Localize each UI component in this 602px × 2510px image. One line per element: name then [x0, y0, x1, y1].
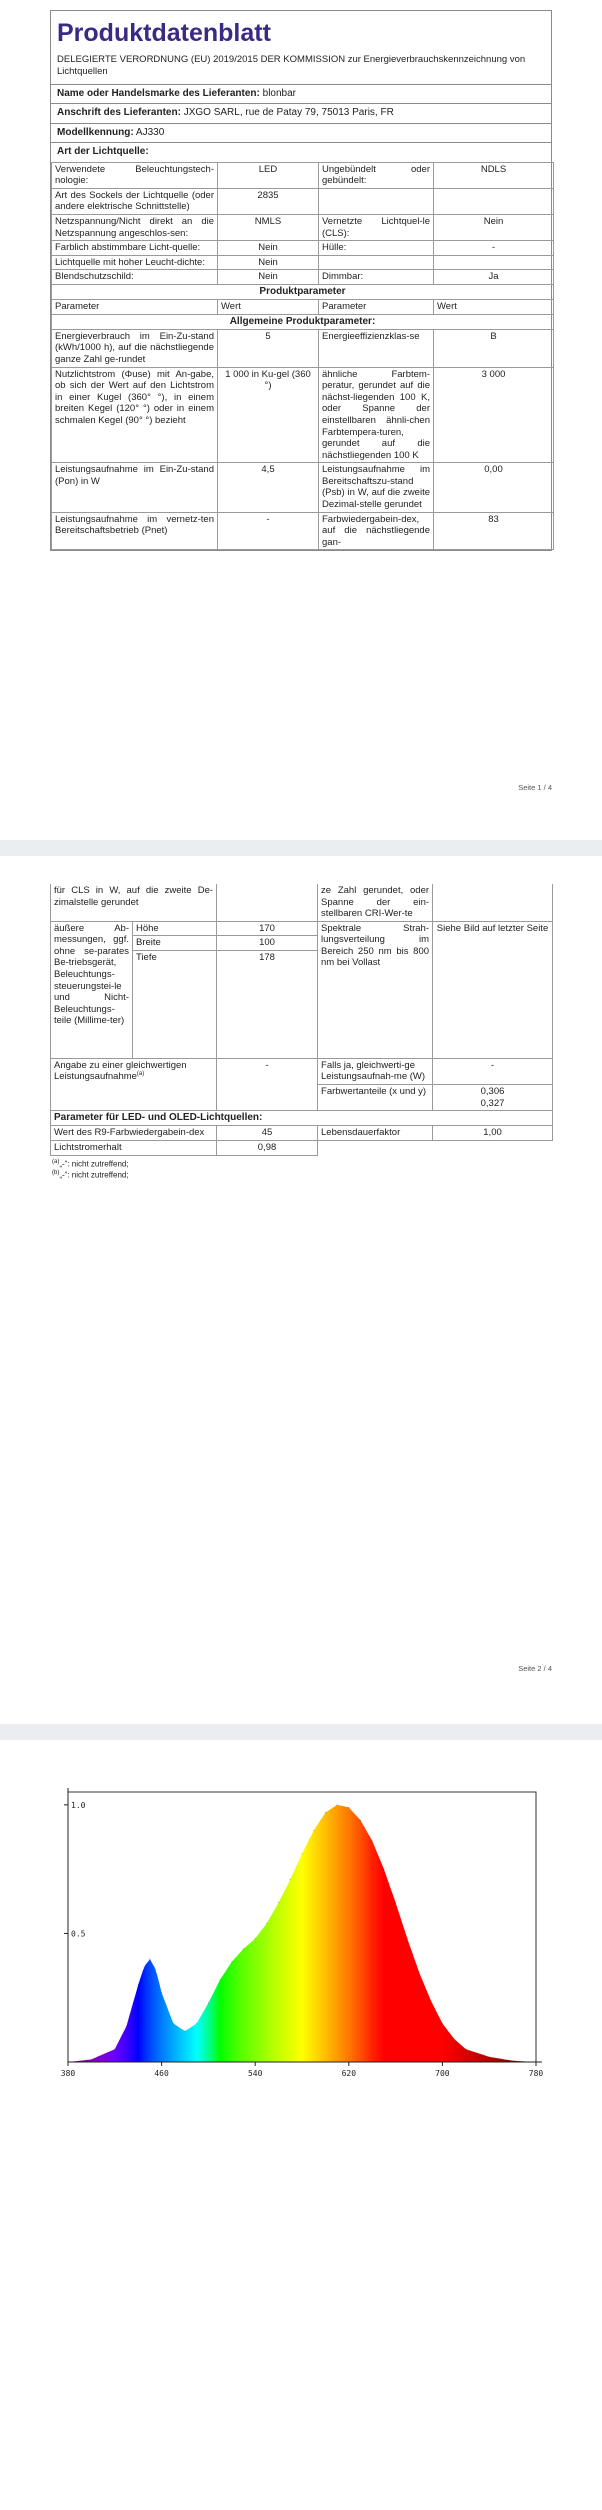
- general-param-label: Leistungsaufnahme im vernetz-ten Bereitschaftsbetrieb (Pnet): [52, 512, 218, 550]
- general-param-label-right: Energieeffizienzklas-se: [319, 329, 434, 367]
- spec-table-page-2: [50, 884, 553, 1156]
- led-params-title: Parameter für LED- und OLED-Lichtquellen:: [51, 1111, 553, 1126]
- empty-cell: [217, 884, 318, 921]
- empty-cell: [433, 1140, 553, 1155]
- footnote-b: $^{(b)}$„-“: nicht zutreffend;: [52, 1170, 129, 1181]
- spectrum-point: [243, 1948, 244, 1949]
- type-param-label-right: Vernetzte Lichtquel-le (CLS):: [319, 215, 434, 241]
- dim-value-depth: 178: [217, 950, 318, 1058]
- spectrum-point: [512, 2060, 513, 2061]
- spectrum-point: [138, 1984, 139, 1985]
- y-tick-label: 1.0: [71, 1800, 86, 1810]
- r9-label: Wert des R9-Farbwiedergabein-dex: [51, 1126, 217, 1141]
- type-param-value: 2835: [218, 188, 319, 214]
- spectrum-point: [149, 1959, 150, 1960]
- general-param-value: -: [218, 512, 319, 550]
- spectrum-point: [266, 1923, 267, 1924]
- page-number-2: Seite 2 / 4: [518, 1664, 552, 1673]
- r9-row: [51, 1126, 553, 1141]
- page-2: [0, 856, 602, 1724]
- model-id: AJ330: [135, 126, 165, 138]
- col-value: Wert: [218, 300, 319, 315]
- chromaticity-x: 0,306: [480, 1086, 505, 1098]
- spectrum-point: [325, 1812, 326, 1813]
- type-param-label: Farblich abstimmbare Licht-quelle:: [52, 241, 218, 256]
- type-param-value: NMLS: [218, 215, 319, 241]
- spectrum-point: [454, 2038, 455, 2039]
- page-number: Seite 1 / 4: [518, 783, 552, 792]
- dims-row-height: [51, 921, 553, 936]
- type-param-label: Art des Sockels der Lichtquelle (oder andere elektrische Schnittstelle): [52, 188, 218, 214]
- page-title: Produktdatenblatt: [57, 19, 271, 47]
- spectrum-point: [155, 1969, 156, 1970]
- type-param-value-right: [434, 188, 554, 214]
- general-param-value-right: B: [434, 329, 554, 367]
- type-param-value: Nein: [218, 270, 319, 285]
- x-tick-label: 700: [435, 2069, 450, 2078]
- type-param-label-right: Ungebündelt oder gebündelt:: [319, 162, 434, 188]
- spec-table-page-1: [51, 162, 554, 551]
- spectrum-point: [143, 1966, 144, 1967]
- spectrum-point: [208, 2002, 209, 2003]
- model-label: Modellkennung:: [57, 126, 134, 138]
- page-3: [0, 1740, 602, 2510]
- general-param-label: Leistungsaufnahme im Ein-Zu-stand (Pon) in W: [52, 463, 218, 512]
- datasheet-frame: [50, 10, 552, 551]
- col-parameter-2: Parameter: [319, 300, 434, 315]
- flux-maintenance-value: 0,98: [217, 1140, 318, 1155]
- spectrum-point: [360, 1820, 361, 1821]
- general-param-value: 1 000 in Ku-gel (360 °): [218, 367, 319, 463]
- type-param-label-right: [319, 255, 434, 270]
- supplier-name: blonbar: [262, 87, 296, 99]
- datasheet-frame-2: [50, 884, 552, 1183]
- spectrum-point: [489, 2056, 490, 2057]
- equivalent-power-row: [51, 1058, 553, 1084]
- col-parameter: Parameter: [52, 300, 218, 315]
- light-type-row: [52, 188, 554, 214]
- general-param-row: [52, 512, 554, 550]
- spectrum-chart-svg: [48, 1772, 554, 2090]
- type-param-label: Blendschutzschild:: [52, 270, 218, 285]
- general-param-value-right: 3 000: [434, 367, 554, 463]
- product-params-title: Produktparameter: [52, 284, 554, 299]
- page-1: [0, 0, 602, 840]
- type-param-value-right: Nein: [434, 215, 554, 241]
- dim-value-width: 100: [217, 936, 318, 951]
- type-param-value-right: NDLS: [434, 162, 554, 188]
- equivalent-power-w-label: Falls ja, gleichwerti-ge Leistungsaufnah-me (W): [318, 1058, 433, 1084]
- flux-row: [51, 1140, 553, 1155]
- general-param-value: 4,5: [218, 463, 319, 512]
- type-param-value: Nein: [218, 255, 319, 270]
- chromaticity-y: 0,327: [480, 1097, 505, 1109]
- spectrum-point: [161, 1992, 162, 1993]
- x-tick-label: 460: [154, 2069, 169, 2078]
- spectrum-chart: [48, 1772, 554, 2090]
- model-row: [51, 124, 551, 144]
- general-param-label: Nutzlichtstrom (Φuse) mit An-gabe, ob sich der Wert auf den Lichtstrom in einer Kugel (360° °), in einem breiten Kegel (120° °) oder in einem schmalen Kegel (90° °) bezieht: [52, 367, 218, 463]
- equivalent-power-w-value: -: [433, 1058, 553, 1084]
- supplier-address-label: Anschrift des Lieferanten:: [57, 107, 181, 119]
- spectrum-point: [337, 1804, 338, 1805]
- dimensions-label: äußere Ab-messungen, ggf. ohne se-parates Be-triebsgerät, Beleuchtungs-steuerungstei-le und Nicht-Beleuchtungs-teile (Millime-ter): [51, 921, 133, 1058]
- spectrum-point: [91, 2059, 92, 2060]
- continued-row: [51, 884, 553, 921]
- cri-label-cont: ze Zahl gerundet, oder Spanne der ein-stellbaren CRI-Wer-te: [318, 884, 433, 921]
- col-value-2: Wert: [434, 300, 554, 315]
- type-param-value-right: -: [434, 241, 554, 256]
- dim-value-height: 170: [217, 921, 318, 936]
- spectrum-point: [407, 1938, 408, 1939]
- equivalent-power-value: -: [217, 1058, 318, 1110]
- light-type-header: [51, 143, 551, 162]
- type-param-label: Netzspannung/Nicht direkt an die Netzspannung angeschlos-sen:: [52, 215, 218, 241]
- general-param-label-right: Leistungsaufnahme im Bereitschaftszu-stand (Psb) in W, auf die zweite Dezimal-stelle gerundet: [319, 463, 434, 512]
- general-params-title: Allgemeine Produktparameter:: [52, 314, 554, 329]
- life-factor-label: Lebensdauerfaktor: [318, 1126, 433, 1141]
- spectrum-point: [372, 1840, 373, 1841]
- type-param-value: LED: [218, 162, 319, 188]
- light-type-row: [52, 255, 554, 270]
- life-factor-value: 1,00: [433, 1126, 553, 1141]
- general-param-label: Energieverbrauch im Ein-Zu-stand (kWh/1000 h), auf die nächstliegende ganze Zahl ge-rundet: [52, 329, 218, 367]
- general-param-row: [52, 329, 554, 367]
- general-param-value: 5: [218, 329, 319, 367]
- type-param-label: Verwendete Beleuchtungstech-nologie:: [52, 162, 218, 188]
- type-param-label: Lichtquelle mit hoher Leucht-dichte:: [52, 255, 218, 270]
- empty-cell: [318, 1140, 433, 1155]
- general-param-label-right: Farbwiedergabein-dex, auf die nächstliegende gan-: [319, 512, 434, 550]
- spectrum-point: [278, 1902, 279, 1903]
- spectrum-point: [395, 1902, 396, 1903]
- spectrum-point: [231, 1961, 232, 1962]
- spectrum-point: [126, 2025, 127, 2026]
- general-param-value-right: 83: [434, 512, 554, 550]
- supplier-name-row: [51, 85, 551, 105]
- spectrum-point: [383, 1869, 384, 1870]
- spectrum-point: [196, 2023, 197, 2024]
- general-param-row: [52, 367, 554, 463]
- spectrum-point: [430, 2000, 431, 2001]
- x-tick-label: 620: [341, 2069, 357, 2078]
- light-type-row: [52, 241, 554, 256]
- r9-value: 45: [217, 1126, 318, 1141]
- spectrum-point: [348, 1807, 349, 1808]
- spectrum-point: [255, 1938, 256, 1939]
- type-param-value-right: Ja: [434, 270, 554, 285]
- type-param-value: Nein: [218, 241, 319, 256]
- type-param-label-right: Dimmbar:: [319, 270, 434, 285]
- spectrum-point: [290, 1879, 291, 1880]
- type-param-label-right: Hülle:: [319, 241, 434, 256]
- light-type-row: [52, 215, 554, 241]
- spectral-value: Siehe Bild auf letzter Seite: [433, 921, 553, 1058]
- spectrum-point: [301, 1853, 302, 1854]
- flux-maintenance-label: Lichtstromerhalt: [51, 1140, 217, 1155]
- spectrum-point: [220, 1979, 221, 1980]
- cls-standby-label-cont: für CLS in W, auf die zweite De-zimalstelle gerundet: [51, 884, 217, 921]
- product-params-title-row: [52, 284, 554, 299]
- light-type-label: Art der Lichtquelle:: [57, 146, 149, 158]
- spectrum-point: [465, 2049, 466, 2050]
- general-params-title-row: [52, 314, 554, 329]
- chromaticity-value: [433, 1085, 553, 1111]
- spectrum-point: [418, 1971, 419, 1972]
- light-type-row: [52, 162, 554, 188]
- general-param-row: [52, 463, 554, 512]
- led-params-title-row: [51, 1111, 553, 1126]
- spectrum-point: [173, 2023, 174, 2024]
- dim-name-depth: Tiefe: [133, 950, 217, 1058]
- equivalent-power-label: Angabe zu einer gleichwertigen Leistungsaufnahme$^{(a)}$: [51, 1058, 217, 1110]
- dim-name-height: Höhe: [133, 921, 217, 936]
- footnote-a: $^{(a)}$„-“: nicht zutreffend;: [52, 1158, 129, 1169]
- spectrum-point: [442, 2023, 443, 2024]
- spectrum-point: [313, 1830, 314, 1831]
- supplier-address: JXGO SARL, rue de Patay 79, 75013 Paris, FR: [183, 107, 394, 119]
- type-param-value-right: [434, 255, 554, 270]
- supplier-address-row: [51, 104, 551, 124]
- params-header-row: [52, 300, 554, 315]
- y-tick-label: 0.5: [71, 1929, 86, 1939]
- light-type-row: [52, 270, 554, 285]
- general-param-value-right: 0,00: [434, 463, 554, 512]
- footnotes: [50, 1156, 552, 1184]
- general-param-label-right: ähnliche Farbtem-peratur, gerundet auf die nächst-liegenden 100 K, oder Spanne der einstellbaren ähnli-chen Farbtempera-turen, gerundet auf die nächstliegenden 100 K: [319, 367, 434, 463]
- x-tick-label: 380: [60, 2069, 76, 2078]
- empty-cell: [433, 884, 553, 921]
- spectral-label: Spektrale Strah-lungsverteilung im Bereich 250 nm bis 800 nm bei Vollast: [318, 921, 433, 1058]
- type-param-label-right: [319, 188, 434, 214]
- chromaticity-label: Farbwertanteile (x und y): [318, 1085, 433, 1111]
- spectrum-point: [184, 2031, 185, 2032]
- spectrum-point: [114, 2049, 115, 2050]
- dim-name-width: Breite: [133, 936, 217, 951]
- x-tick-label: 540: [247, 2069, 263, 2078]
- x-tick-label: 780: [528, 2069, 544, 2078]
- regulation-intro: DELEGIERTE VERORDNUNG (EU) 2019/2015 DER KOMMISSION zur Energieverbrauchskennzeichnung von Lichtquellen: [51, 50, 551, 85]
- supplier-name-label: Name oder Handelsmarke des Lieferanten:: [57, 87, 260, 99]
